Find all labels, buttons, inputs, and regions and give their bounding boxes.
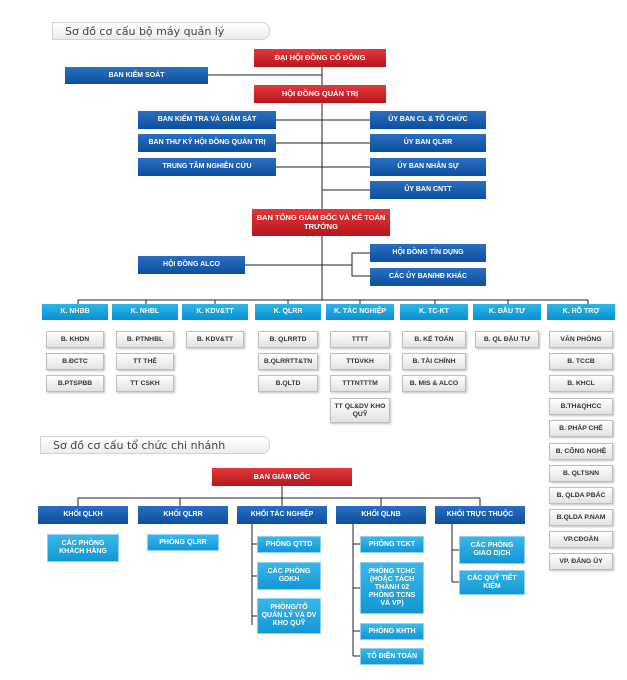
unit-box: VP.CĐOÀN [549, 531, 613, 548]
unit-box: PHÒNG TCKT [360, 536, 424, 553]
ceo-box: BAN TỔNG GIÁM ĐỐC VÀ KẾ TOÁN TRƯỞNG [252, 209, 390, 236]
unit-box: PHÒNG KHTH [360, 623, 424, 640]
block-tac-nghiep: KHỐI TÁC NGHIỆP [237, 506, 327, 524]
block-truc-thuoc: KHỐI TRỰC THUỘC [435, 506, 525, 524]
unit-box: TỔ ĐIỆN TOÁN [360, 648, 424, 665]
board-box: HỘI ĐỒNG QUẢN TRỊ [254, 85, 386, 103]
unit-box: CÁC PHÒNG GDKH [257, 562, 321, 590]
unit-box: TT THẺ [116, 353, 174, 370]
division-nhbl: K. NHBL [112, 304, 178, 320]
unit-box: VP. ĐẢNG ỦY [549, 553, 613, 570]
other-committees-box: CÁC ỦY BAN/HĐ KHÁC [370, 268, 486, 286]
unit-box: B. TÀI CHÍNH [402, 353, 466, 370]
alco-box: HỘI ĐỒNG ALCO [138, 256, 245, 274]
unit-box: B. CÔNG NGHỆ [549, 443, 613, 460]
unit-box: PHÒNG TCHC (HOẶC TÁCH THÀNH 02 PHÒNG TCNS VÀ VP) [360, 562, 424, 614]
block-qlnb: KHỐI QLNB [336, 506, 426, 524]
audit-box: BAN KIỂM TRA VÀ GIÁM SÁT [138, 111, 276, 129]
unit-box: B.QLDA P.NAM [549, 509, 613, 526]
block-qlkh: KHỐI QLKH [38, 506, 128, 524]
division-dau-tu: K. ĐẦU TƯ [473, 304, 541, 320]
block-qlrr: KHỐI QLRR [138, 506, 228, 524]
unit-box: TTDVKH [330, 353, 390, 370]
unit-box: B.TH&QHCC [549, 398, 613, 415]
unit-box: TT QL&DV KHO QUỸ [330, 398, 390, 423]
unit-box: CÁC PHÒNG GIAO DỊCH [459, 536, 525, 564]
unit-box: B. PHÁP CHẾ [549, 420, 613, 437]
unit-box: B. KHCL [549, 375, 613, 392]
division-tac-nghiep: K. TÁC NGHIỆP [326, 304, 394, 320]
division-kdvtt: K. KDV&TT [182, 304, 248, 320]
unit-box: TTTT [330, 331, 390, 348]
branch-director-box: BAN GIÁM ĐỐC [212, 468, 352, 486]
committee-risk-box: ỦY BAN QLRR [370, 134, 486, 152]
unit-box: B.QLTD [258, 375, 318, 392]
unit-box: VĂN PHÒNG [549, 331, 613, 348]
unit-box: B. QLRRTD [258, 331, 318, 348]
unit-box: TT CSKH [116, 375, 174, 392]
unit-box: B. QLDA PBÁC [549, 487, 613, 504]
unit-box: PHÒNG QLRR [147, 534, 219, 551]
division-tckt: K. TC-KT [400, 304, 468, 320]
unit-box: TTTNTTTM [330, 375, 390, 392]
unit-box: PHÒNG/TỔ QUẢN LÝ VÀ DV KHO QUỸ [257, 598, 321, 634]
secretary-box: BAN THƯ KÝ HỘI ĐỒNG QUẢN TRỊ [138, 134, 276, 152]
unit-box: B.PTSPBB [46, 375, 104, 392]
unit-box: CÁC PHÒNG KHÁCH HÀNG [47, 534, 119, 562]
research-box: TRUNG TÂM NGHIÊN CỨU [138, 158, 276, 176]
supervisory-box: BAN KIỂM SOÁT [65, 67, 208, 84]
committee-strategy-box: ỦY BAN CL & TỔ CHỨC [370, 111, 486, 129]
unit-box: B. QL ĐẦU TƯ [475, 331, 539, 348]
unit-box: B. MIS & ALCO [402, 375, 466, 392]
unit-box: B.QLRRTT&TN [258, 353, 318, 370]
credit-council-box: HỘI ĐỒNG TÍN DỤNG [370, 244, 486, 262]
unit-box: CÁC QUỸ TIẾT KIỆM [459, 570, 525, 595]
division-qlrr: K. QLRR [255, 304, 321, 320]
unit-box: B. KHDN [46, 331, 104, 348]
unit-box: B. QLTSNN [549, 465, 613, 482]
unit-box: B. KẾ TOÁN [402, 331, 466, 348]
division-ho-tro: K. HỖ TRỢ [547, 304, 615, 320]
unit-box: B. PTNHBL [116, 331, 174, 348]
branch-title: Sơ đồ cơ cấu tổ chức chi nhánh [40, 436, 270, 454]
division-nhbb: K. NHBB [42, 304, 108, 320]
structure-title: Sơ đồ cơ cấu bộ máy quản lý [52, 22, 270, 40]
shareholders-box: ĐẠI HỘI ĐỒNG CỔ ĐÔNG [254, 49, 386, 67]
unit-box: PHÒNG QTTD [257, 536, 321, 553]
committee-it-box: ỦY BAN CNTT [370, 181, 486, 199]
committee-hr-box: ỦY BAN NHÂN SỰ [370, 158, 486, 176]
unit-box: B. TCCB [549, 353, 613, 370]
unit-box: B. KDV&TT [186, 331, 244, 348]
unit-box: B.ĐCTC [46, 353, 104, 370]
